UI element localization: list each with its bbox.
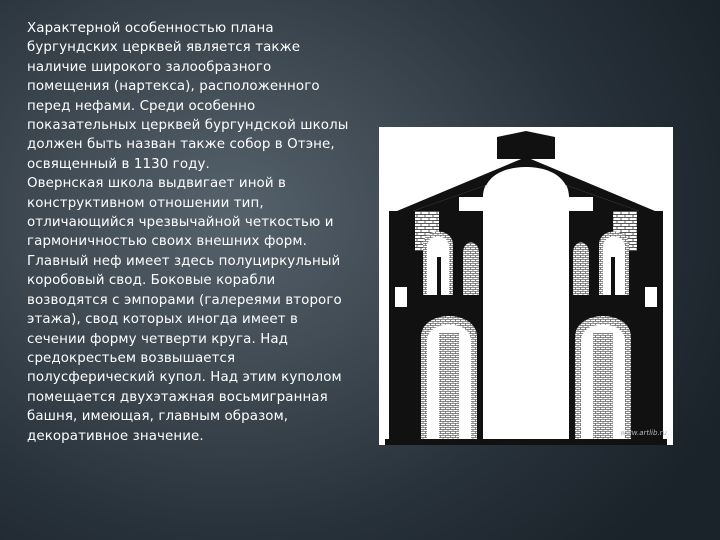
text-line: Овернская школа выдвигает иной в	[27, 176, 287, 192]
tower-roof	[497, 131, 555, 137]
text-line: освященный в 1130 году.	[27, 156, 210, 172]
right-outer-wall	[637, 211, 663, 445]
text-line: Характерной особенностью плана	[27, 21, 274, 36]
text-line: гармоничностью своих внешних форм.	[27, 234, 307, 250]
gallery-floor-right	[569, 295, 637, 307]
gallery-floor-left	[415, 295, 483, 307]
text-line: Главный неф имеет здесь полуциркульный	[27, 253, 341, 269]
body-text	[27, 19, 372, 446]
text-line: этажа), свод которых иногда имеет в	[27, 312, 298, 328]
text-line: должен быть назван также собор в Отэне,	[27, 137, 335, 153]
text-line: показательных церквей бургундской школы	[27, 118, 349, 134]
watermark: www.artlib.ru	[620, 429, 667, 437]
text-line: перед нефами. Среди особенно	[27, 98, 256, 114]
text-line: полусферический купол. Над этим куполом	[27, 370, 342, 386]
text-line: сечении форму четверти круга. Над	[27, 331, 289, 347]
text-line: коробовый свод. Боковые корабли	[27, 273, 276, 289]
text-line: помещения (нартекса), расположенного	[27, 79, 320, 95]
text-line: помещается двухэтажная восьмигранная	[27, 389, 328, 405]
text-line: башня, имеющая, главным образом,	[27, 409, 289, 425]
ground-line	[385, 439, 667, 445]
barrel-vault-opening	[483, 167, 569, 445]
text-line: декоративное значение.	[27, 428, 204, 444]
text-line: наличие широкого залообразного	[27, 59, 272, 75]
text-line: возводятся с эмпорами (галереями второго	[27, 292, 342, 308]
church-section-drawing	[379, 127, 673, 445]
text-line: средокрестьем возвышается	[27, 350, 236, 366]
text-line: отличающийся чрезвычайной четкостью и	[27, 215, 334, 231]
tower-shaft	[497, 137, 555, 159]
text-line: бургундских церквей является также	[27, 40, 301, 56]
text-line: конструктивном отношении тип,	[27, 195, 264, 211]
left-outer-wall	[389, 211, 415, 445]
